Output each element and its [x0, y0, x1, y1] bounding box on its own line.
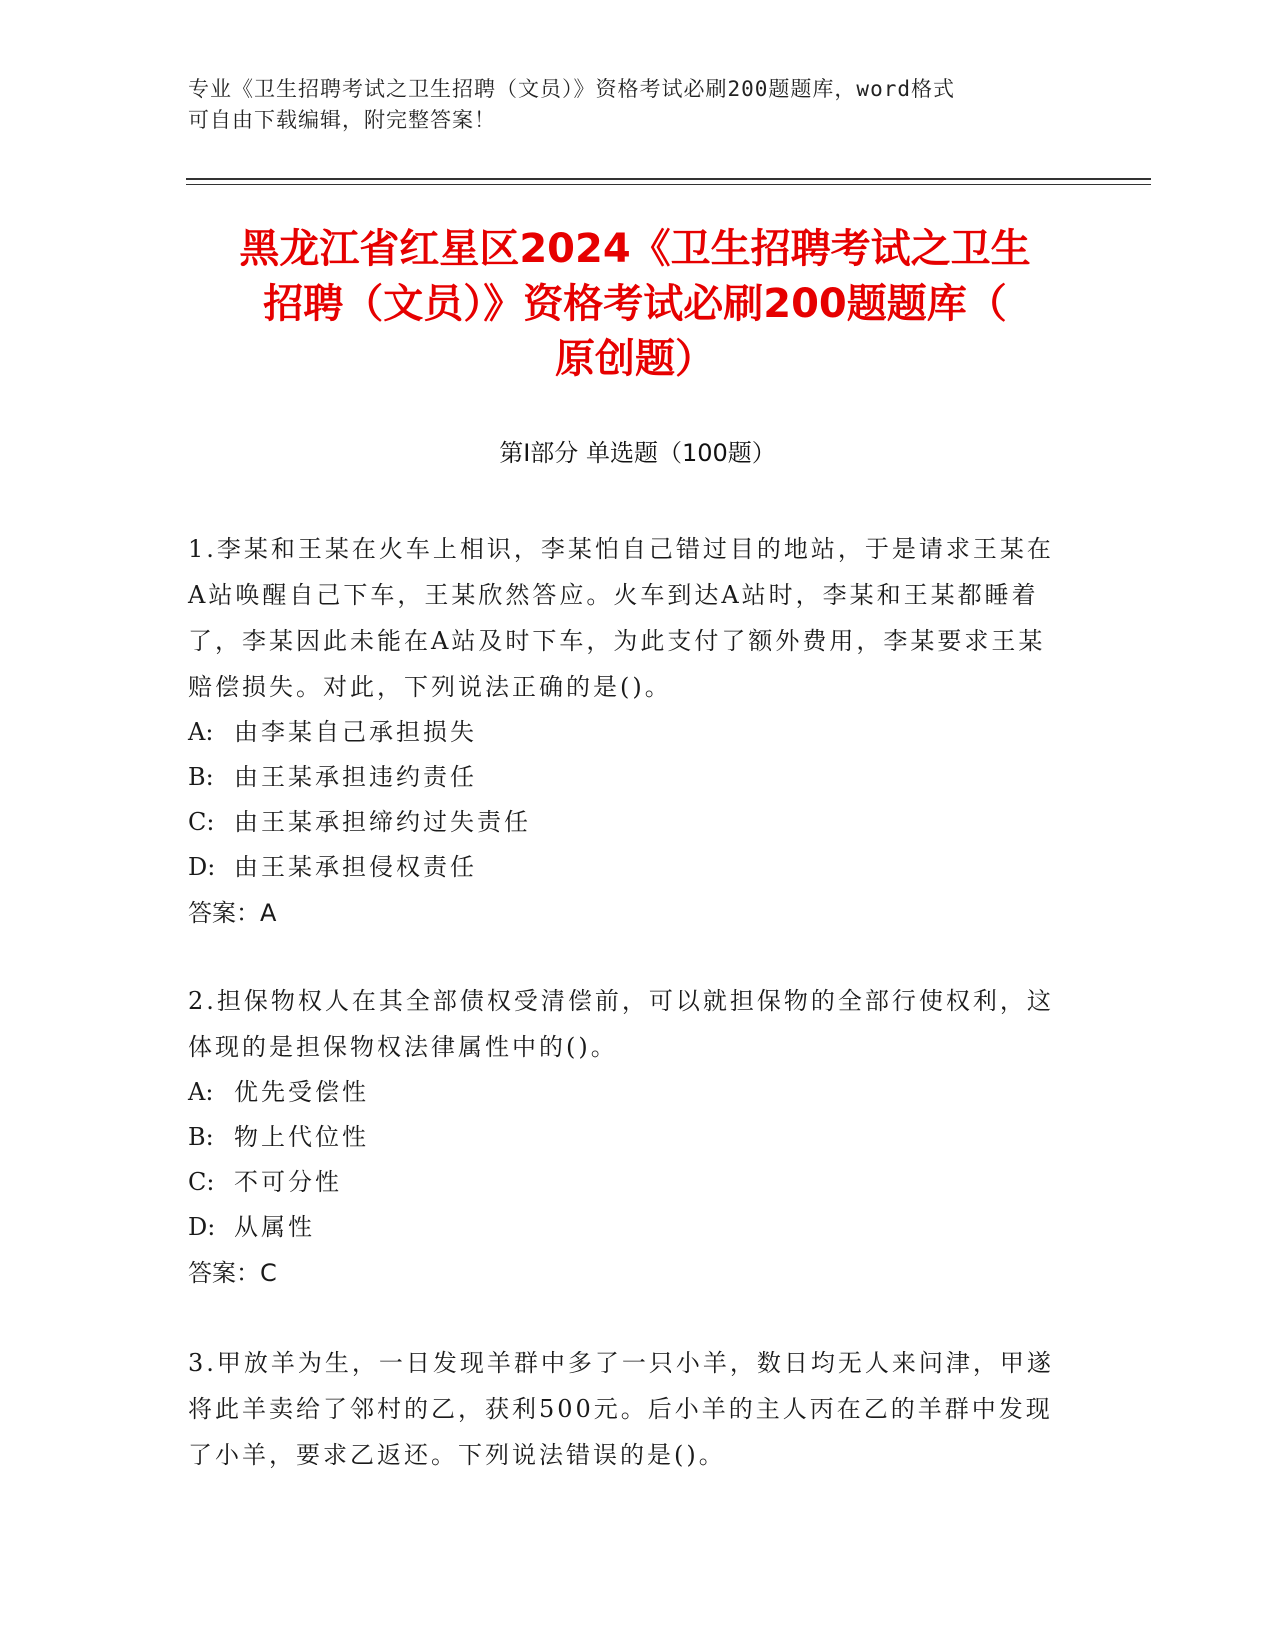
- option-text: 物上代位性: [234, 1123, 369, 1151]
- option-d: [188, 1205, 1068, 1250]
- question-stem: 3.甲放羊为生，一日发现羊群中多了一只小羊，数日均无人来问津，甲遂将此羊卖给了邻村的乙，获利500元。后小羊的主人丙在乙的羊群中发现了小羊，要求乙返还。下列说法错误的是()。: [188, 1349, 1054, 1469]
- option-key: B:: [188, 1123, 214, 1151]
- option-key: D:: [188, 1213, 216, 1241]
- option-text: 优先受偿性: [234, 1078, 369, 1106]
- header-note: [188, 74, 1088, 136]
- question-stem: 1.李某和王某在火车上相识，李某怕自己错过目的地站，于是请求王某在A站唤醒自己下车，王某欣然答应。火车到达A站时，李某和王某都睡着了，李某因此未能在A站及时下车，为此支付了额外费用，李某要求王某赔偿损失。对此，下列说法正确的是()。: [188, 535, 1054, 701]
- option-c: [188, 800, 1068, 845]
- option-key: C:: [188, 1168, 215, 1196]
- option-text: 由王某承担侵权责任: [234, 853, 477, 881]
- question-3: [188, 1340, 1068, 1478]
- option-a: [188, 1070, 1068, 1115]
- answer: 答案：A: [188, 899, 277, 927]
- option-c: [188, 1160, 1068, 1205]
- option-text: 由王某承担缔约过失责任: [234, 808, 531, 836]
- option-text: 由李某自己承担损失: [234, 718, 477, 746]
- question-1: [188, 526, 1068, 936]
- document-title: [175, 222, 1095, 387]
- question-stem: 2.担保物权人在其全部债权受清偿前，可以就担保物的全部行使权利，这体现的是担保物权法律属性中的()。: [188, 987, 1054, 1061]
- option-text: 不可分性: [234, 1168, 342, 1196]
- option-b: [188, 1115, 1068, 1160]
- option-key: A:: [188, 718, 214, 746]
- document-title-line-1: 黑龙江省红星区2024《卫生招聘考试之卫生: [239, 226, 1031, 272]
- option-key: D:: [188, 853, 216, 881]
- option-key: A:: [188, 1078, 214, 1106]
- option-key: B:: [188, 763, 214, 791]
- header-note-line-2: 可自由下载编辑，附完整答案！: [188, 108, 496, 132]
- document-title-line-3: 原创题）: [555, 336, 715, 382]
- answer: 答案：C: [188, 1259, 277, 1287]
- header-note-line-1: 专业《卫生招聘考试之卫生招聘（文员）》资格考试必刷200题题库，word格式: [188, 77, 955, 101]
- header-divider-thin: [186, 184, 1151, 185]
- section-title: 第Ⅰ部分 单选题（100题）: [499, 439, 776, 467]
- option-a: [188, 710, 1068, 755]
- document-title-line-2: 招聘（文员）》资格考试必刷200题题库（: [263, 281, 1007, 327]
- header-divider-thick: [186, 178, 1151, 180]
- option-key: C:: [188, 808, 215, 836]
- question-2: [188, 978, 1068, 1296]
- option-text: 从属性: [234, 1213, 315, 1241]
- option-d: [188, 845, 1068, 890]
- option-text: 由王某承担违约责任: [234, 763, 477, 791]
- option-b: [188, 755, 1068, 800]
